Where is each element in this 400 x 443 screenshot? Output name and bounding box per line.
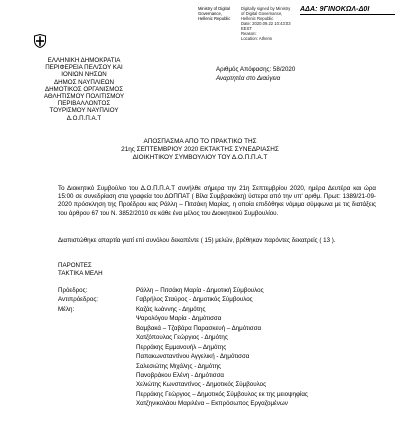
extract-title-line: 21ης ΣΕΠΤΕΜΒΡΙΟΥ 2020 ΕΚΤΑΚΤΗΣ ΣΥΝΕΔΡΙΑΣΗΣ <box>121 146 279 153</box>
organization-line: ΠΕΡΙΦΕΡΕΙΑ ΠΕΛ/ΣΟΥ ΚΑΙ <box>45 64 123 72</box>
regular-members-title: ΤΑΚΤΙΚΑ ΜΕΛΗ <box>58 270 103 277</box>
member-row <box>58 399 378 408</box>
organization-line: ΑΘΛΗΤΙΣΜΟΥ ΠΟΛΙΤΙΣΜΟΥ <box>43 93 125 101</box>
member-row <box>58 343 378 352</box>
member-name: Χελιώτης Κωνσταντίνος - Δημοτικός Σύμβουλος <box>136 381 267 389</box>
signature-detail-line: Hellenic Republic <box>241 16 274 21</box>
member-row <box>58 305 378 314</box>
organization-header <box>0 57 168 122</box>
member-role: Πρόεδρος: <box>58 287 88 294</box>
organization-line: ΠΕΡΙΒΑΛΛΟΝΤΟΣ <box>57 100 111 108</box>
digital-signature-block <box>198 4 294 41</box>
member-role: Μέλη: <box>58 305 75 313</box>
member-name: Ψαρολόγου Μαρία - Δημότισσα <box>136 315 222 323</box>
ada-underline <box>300 14 395 15</box>
member-name: Χατζόπουλος Γεώργιος - Δημότης <box>136 334 228 342</box>
present-title: ΠΑΡΟΝΤΕΣ <box>58 262 92 269</box>
organization-line: ΔΗΜΟΣ ΝΑΥΠΛΙΕΩΝ <box>54 78 114 86</box>
signature-detail-line: EEST <box>241 26 252 31</box>
member-name: Βαμβακά – Τζαβάρα Παρασκευή – Δημότισσα <box>136 324 262 332</box>
member-name: Περράκης Εμμανουήλ – Δημότης <box>136 343 227 351</box>
signature-signer-line: Hellenic Republic <box>198 16 231 21</box>
signature-signer <box>198 6 238 21</box>
decision-number: Αριθμός Απόφασης: 58/2020 <box>216 66 296 73</box>
member-name: Γαβρήλος Σταύρος - Δημοτικός Σύμβουλος <box>136 296 253 304</box>
member-row <box>58 295 378 304</box>
signature-signer-line: Governance, <box>198 11 222 16</box>
signature-detail-line: Location: Athens <box>241 36 272 41</box>
member-name: Παπακωνσταντίνου Αγγελική - Δημότισσα <box>136 353 250 361</box>
signature-details <box>241 6 294 41</box>
member-row <box>58 352 378 361</box>
member-row <box>58 333 378 342</box>
member-name: Περράκης Γεώργιος – Δημοτικός Σύμβουλος εκ της μειοψηφίας <box>136 390 308 398</box>
quorum-paragraph: Διαπιστώθηκε απαρτία γιατί επί συνόλου δεκαπέντε ( 15) μελών, βρέθηκαν παρόντες δεκατρείς ( 13 ). <box>58 237 336 244</box>
member-row <box>58 390 378 399</box>
posting-note: Αναρτητέα στο Διαύγεια <box>216 75 281 82</box>
ada-code: ΑΔΑ: 9ΓΙΝΟΚΩΛ-Δ0Ι <box>300 6 370 13</box>
signature-detail-line: Date: 2020.09.22 10:43:03 <box>241 21 291 26</box>
signature-signer-line: Ministry of Digital <box>198 6 230 11</box>
signature-detail-line: of Digital Governance, <box>241 11 283 16</box>
extract-title-line: ΔΙΟΙΚΗΤΙΚΟΥ ΣΥΜΒΟΥΛΙΟΥ ΤΟΥ Δ.Ο.Π.Π.Α.Τ <box>132 154 268 161</box>
organization-line: ΔΗΜΟΤΙΚΟΣ ΟΡΓΑΝΙΣΜΟΣ <box>44 85 124 93</box>
member-name: Χατζηνικολάου Μαριλένα – Εκπρόσωπος Εργαζομένων <box>136 400 288 408</box>
member-row <box>58 380 378 389</box>
member-name: Σαλεσιώτης Μιχάλης - Δημότης <box>136 362 221 370</box>
present-section <box>58 262 103 278</box>
member-name: Καζάς Ιωάννης - Δημότης <box>136 305 206 313</box>
organization-line: Δ.Ο.Π.Π.Α.Τ <box>66 114 102 122</box>
member-row <box>58 324 378 333</box>
hellenic-emblem-icon <box>33 34 47 48</box>
member-role: Αντιπρόεδρος: <box>58 296 99 304</box>
members-list <box>58 286 378 409</box>
organization-line: ΤΟΥΡΙΣΜΟΥ ΝΑΥΠΛΙΟΥ <box>49 107 119 115</box>
organization-line: ΕΛΛΗΝΙΚΗ ΔΗΜΟΚΡΑΤΙΑ <box>47 57 121 64</box>
member-name: Ράλλη – Πιτσάκη Μαρία - Δημοτική Σύμβουλος <box>136 287 264 294</box>
member-row <box>58 286 378 295</box>
member-row <box>58 362 378 371</box>
extract-title <box>0 138 400 162</box>
organization-line: ΙΟΝΙΩΝ ΝΗΣΩΝ <box>61 71 107 79</box>
member-name: Πανοβράκου Ελένη - Δημότισσα <box>136 371 224 379</box>
extract-title-line: ΑΠΟΣΠΑΣΜΑ ΑΠΟ ΤΟ ΠΡΑΚΤΙΚΟ ΤΗΣ <box>143 138 257 145</box>
member-row <box>58 371 378 380</box>
meeting-paragraph: Το Διοικητικό Συμβούλιο του Δ.Ο.Π.Π.Α.Τ συνήλθε σήμερα την 21η Σεπτεμβρίου 2020, ημέρα Δευτέρα και ώρα 15:00 σε συνεδρίαση στα γραφεία του ΔΟΠΠΑΤ ( Βίλα Συμβρακάκη) ύστερα από την υπ' αριθμ. Πρωτ: 1389/21-09-2020 πρόσκληση της Προέδρου κας Ράλλη – Πιτσάκη Μαρίας, η οποία επιδόθηκε νόμιμα σύμφωνα με τις διατάξεις του άρθρου 67 του Ν. 3852/2010 σε κάθε ένα μέλος του Διοικητικού Συμβουλίου. <box>58 185 376 217</box>
signature-detail-line: Digitally signed by Ministry <box>241 6 291 11</box>
member-row <box>58 314 378 323</box>
signature-detail-line: Reason: <box>241 31 257 36</box>
